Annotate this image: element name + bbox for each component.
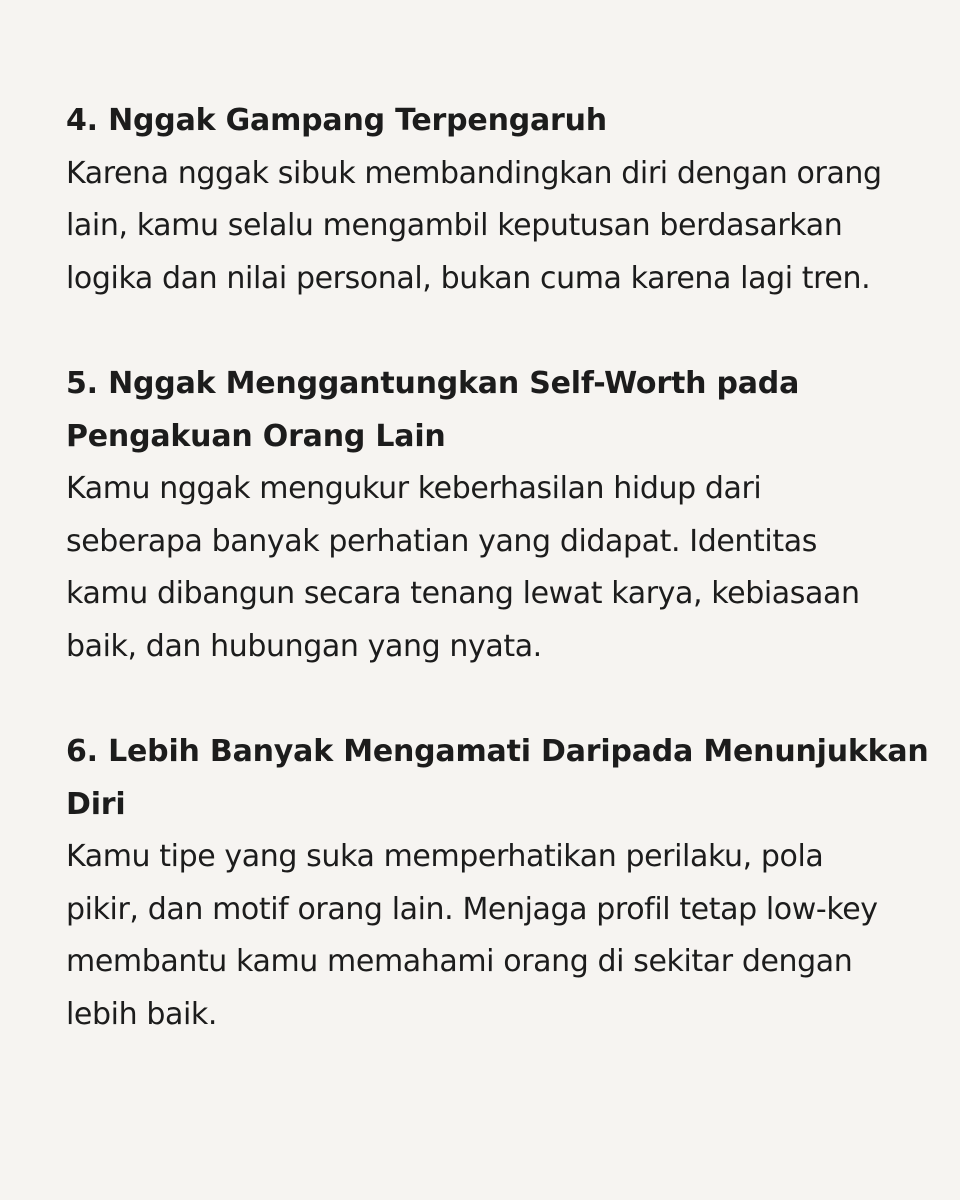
title-line: Diri [66, 786, 126, 822]
body-line: membantu kamu memahami orang di sekitar dengan [66, 944, 853, 979]
body-line: kamu dibangun secara tenang lewat karya, kebiasaan [66, 576, 860, 611]
body-line: lebih baik. [66, 996, 217, 1032]
point-5-section [66, 358, 936, 673]
point-6-title [66, 726, 936, 831]
point-6-section [66, 726, 936, 1041]
body-line: lain, kamu selalu mengambil keputusan berdasarkan [66, 208, 843, 243]
point-4-section [66, 95, 936, 305]
title-line: Pengakuan Orang Lain [66, 418, 446, 454]
body-line: Karena nggak sibuk membandingkan diri dengan orang [66, 155, 882, 191]
point-5-body [66, 463, 936, 673]
body-line: Kamu nggak mengukur keberhasilan hidup dari [66, 471, 762, 506]
title-line: 6. Lebih Banyak Mengamati Daripada Menunjukkan [66, 734, 929, 769]
point-6-body [66, 831, 936, 1041]
body-line: logika dan nilai personal, bukan cuma karena lagi tren. [66, 260, 871, 296]
point-4-title [66, 95, 936, 148]
body-line: pikir, dan motif orang lain. Menjaga profil tetap low-key [66, 891, 878, 927]
body-line: Kamu tipe yang suka memperhatikan perilaku, pola [66, 839, 824, 874]
point-4-body [66, 148, 936, 306]
title-line: 4. Nggak Gampang Terpengaruh [66, 103, 607, 138]
title-line: 5. Nggak Menggantungkan Self-Worth pada [66, 366, 800, 401]
body-line: seberapa banyak perhatian yang didapat. Identitas [66, 523, 817, 559]
body-line: baik, dan hubungan yang nyata. [66, 628, 542, 664]
point-5-title [66, 358, 936, 463]
